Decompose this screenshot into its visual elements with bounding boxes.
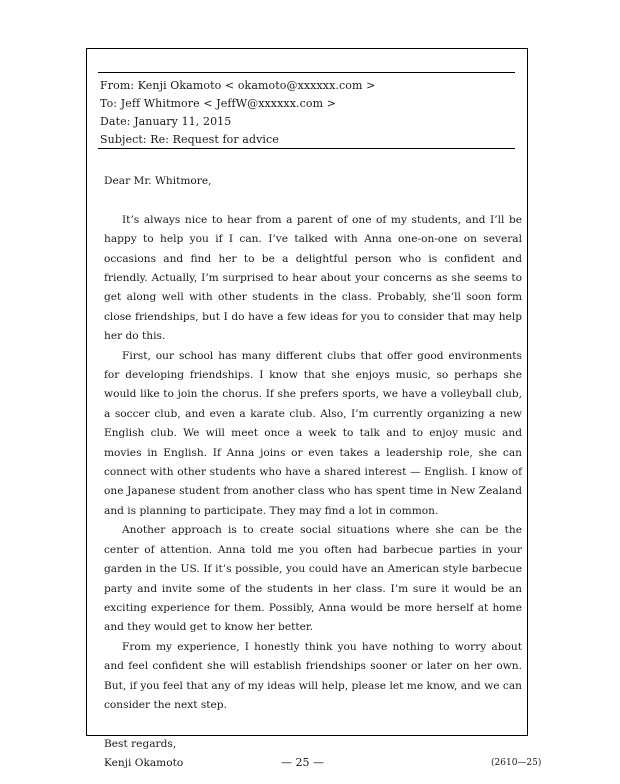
closing: Best regards,	[104, 737, 177, 750]
email-headers	[100, 77, 510, 149]
page-code: (2610—25)	[491, 758, 542, 768]
signature: Kenji Okamoto	[104, 757, 184, 770]
paragraph-1: It’s always nice to hear from a parent of one of my students, and I’ll be happy to help you if I can. I’ve talked with Anna one-on-one on several occasions and find her to be a delightful person who is confident and friendly. Actually, I’m surprised to hear about your concerns as she seems to get along well with other students in the class. Probably, she’ll soon form close friendships, but I do have a few ideas for you to consider that may help her do this.	[104, 213, 522, 343]
header-top-rule	[98, 72, 515, 73]
from-line: From: Kenji Okamoto < okamoto@xxxxxx.com >	[100, 79, 376, 92]
date-line: Date: January 11, 2015	[100, 115, 232, 128]
salutation: Dear Mr. Whitmore,	[104, 175, 212, 187]
paragraph-2: First, our school has many different clubs that offer good environments for developing friendships. I know that she enjoys music, so perhaps she would like to join the chorus. If she prefers sports, we have a volleyball club, a soccer club, and even a karate club. Also, I’m currently organizing a new English club. We will meet once a week to talk and to enjoy music and movies in English. If Anna joins or even takes a leadership role, she can connect with other students who have a shared interest — English. I know of one Japanese student from another class who has spent time in New Zealand and is planning to participate. They may find a lot in common.	[104, 349, 522, 517]
subject-line: Subject: Re: Request for advice	[100, 133, 279, 146]
paragraph-4: From my experience, I honestly think you have nothing to worry about and feel confident she will establish friendships sooner or later on her own. But, if you feel that any of my ideas will help, please let me know, and we can consider the next step.	[104, 640, 522, 711]
email-body	[104, 172, 522, 774]
paragraph-3: Another approach is to create social situations where she can be the center of attention. Anna told me you often had barbecue parties in your garden in the US. If it’s possible, you could have an American style barbecue party and invite some of the students in her class. I’m sure it would be an exciting experience for them. Possibly, Anna would be more herself at home and they would get to know her better.	[104, 524, 522, 634]
spacer	[104, 715, 522, 734]
to-line: To: Jeff Whitmore < JeffW@xxxxxx.com >	[100, 97, 337, 110]
page-number: — 25 —	[281, 756, 324, 769]
spacer	[104, 191, 522, 210]
